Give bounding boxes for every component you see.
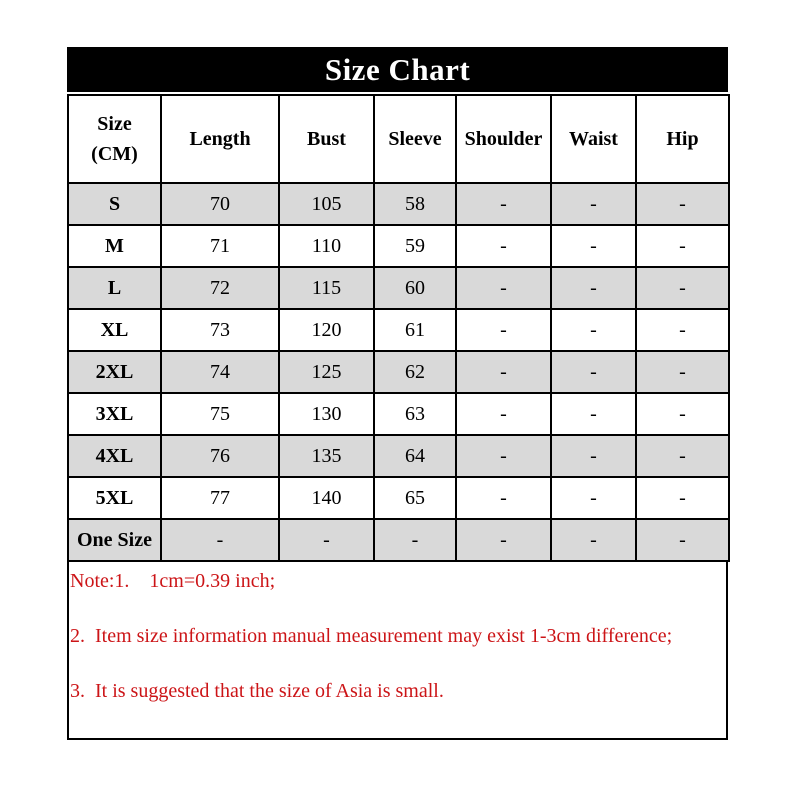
table-row [68, 351, 729, 393]
col-header-waist: Waist [551, 95, 636, 183]
value-cell: 63 [374, 393, 456, 435]
note-line-3: 3. It is suggested that the size of Asia is small. [70, 680, 444, 702]
table-row [68, 477, 729, 519]
size-cell: L [68, 267, 161, 309]
value-cell: 77 [161, 477, 279, 519]
value-cell: - [636, 183, 729, 225]
value-cell: 125 [279, 351, 374, 393]
value-cell: 110 [279, 225, 374, 267]
size-chart-panel [67, 47, 728, 740]
value-cell: - [636, 519, 729, 561]
note-line-2: 2. Item size information manual measurement may exist 1-3cm difference; [70, 625, 673, 647]
value-cell: - [551, 267, 636, 309]
col-header-length: Length [161, 95, 279, 183]
size-cell: 3XL [68, 393, 161, 435]
size-cell: 5XL [68, 477, 161, 519]
size-cell: M [68, 225, 161, 267]
table-row [68, 309, 729, 351]
table-row [68, 519, 729, 561]
value-cell: 61 [374, 309, 456, 351]
size-cell: S [68, 183, 161, 225]
col-header-size-line2: (CM) [91, 143, 138, 165]
col-header-shoulder: Shoulder [456, 95, 551, 183]
value-cell: 105 [279, 183, 374, 225]
col-header-size-line1: Size [97, 113, 132, 135]
value-cell: 62 [374, 351, 456, 393]
value-cell: 58 [374, 183, 456, 225]
value-cell: - [374, 519, 456, 561]
size-cell: XL [68, 309, 161, 351]
value-cell: 72 [161, 267, 279, 309]
value-cell: - [551, 183, 636, 225]
value-cell: 71 [161, 225, 279, 267]
value-cell: - [551, 309, 636, 351]
value-cell: 74 [161, 351, 279, 393]
value-cell: - [636, 393, 729, 435]
value-cell: - [551, 393, 636, 435]
value-cell: - [456, 351, 551, 393]
table-row [68, 225, 729, 267]
value-cell: 70 [161, 183, 279, 225]
value-cell: 115 [279, 267, 374, 309]
value-cell: - [456, 435, 551, 477]
col-header-size [68, 95, 161, 183]
value-cell: - [551, 477, 636, 519]
page-title: Size Chart [324, 52, 471, 87]
value-cell: 59 [374, 225, 456, 267]
value-cell: - [456, 183, 551, 225]
table-row [68, 183, 729, 225]
value-cell: - [636, 351, 729, 393]
title-bar [67, 47, 728, 92]
col-header-bust: Bust [279, 95, 374, 183]
value-cell: - [551, 435, 636, 477]
size-cell: One Size [68, 519, 161, 561]
size-cell: 2XL [68, 351, 161, 393]
size-chart-table [67, 94, 730, 562]
value-cell: 120 [279, 309, 374, 351]
table-row [68, 267, 729, 309]
value-cell: - [456, 519, 551, 561]
table-row [68, 435, 729, 477]
value-cell: - [551, 519, 636, 561]
note-line-1: Note:1. 1cm=0.39 inch; [70, 570, 276, 592]
size-cell: 4XL [68, 435, 161, 477]
value-cell: 140 [279, 477, 374, 519]
value-cell: - [456, 477, 551, 519]
value-cell: 60 [374, 267, 456, 309]
value-cell: 130 [279, 393, 374, 435]
value-cell: - [279, 519, 374, 561]
value-cell: - [636, 225, 729, 267]
col-header-hip: Hip [636, 95, 729, 183]
value-cell: - [551, 225, 636, 267]
value-cell: - [636, 267, 729, 309]
notes-box [67, 562, 728, 740]
value-cell: - [161, 519, 279, 561]
value-cell: - [456, 309, 551, 351]
value-cell: - [636, 435, 729, 477]
value-cell: - [636, 477, 729, 519]
value-cell: - [456, 225, 551, 267]
value-cell: 75 [161, 393, 279, 435]
value-cell: 64 [374, 435, 456, 477]
col-header-sleeve: Sleeve [374, 95, 456, 183]
value-cell: 65 [374, 477, 456, 519]
value-cell: - [456, 393, 551, 435]
value-cell: 135 [279, 435, 374, 477]
value-cell: - [636, 309, 729, 351]
table-row [68, 393, 729, 435]
value-cell: - [551, 351, 636, 393]
value-cell: 76 [161, 435, 279, 477]
header-row [68, 95, 729, 183]
value-cell: - [456, 267, 551, 309]
value-cell: 73 [161, 309, 279, 351]
